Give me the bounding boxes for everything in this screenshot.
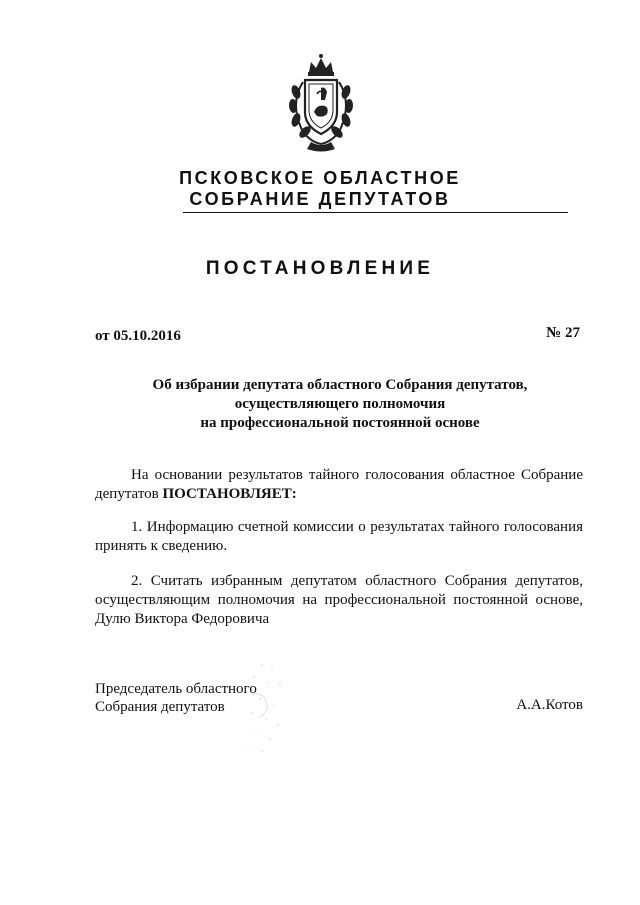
preamble-text: На основании результатов тайного голосования областное Собрание депутатов: [95, 467, 583, 502]
organization-name-line2: СОБРАНИЕ ДЕПУТАТОВ: [189, 189, 451, 209]
header-divider: [183, 212, 568, 213]
pskov-coat-of-arms-icon: [281, 52, 361, 152]
signatory-name: А.А.Котов: [516, 697, 583, 713]
item-1-paragraph: 1. Информацию счетной комиссии о результатах тайного голосования принять к сведению.: [95, 519, 583, 554]
subject-line1: Об избрании депутата областного Собрания депутатов,: [152, 377, 528, 393]
document-type-title: ПОСТАНОВЛЕНИЕ: [205, 258, 435, 279]
signatory-position: [95, 680, 257, 716]
signatory-position-line1: Председатель областного: [95, 681, 257, 697]
document-date: от 05.10.2016: [95, 328, 181, 344]
preamble-paragraph: [95, 466, 583, 504]
resolves-word: ПОСТАНОВЛЯЕТ:: [162, 486, 297, 502]
item-2-paragraph: 2. Считать избранным депутатом областного Собрания депутатов, осуществляющим полномочия на профессиональной постоянной основе, Дулю Виктора Федоровича: [95, 573, 583, 627]
signatory-position-line2: Собрания депутатов: [95, 699, 225, 715]
subject-line3: на профессиональной постоянной основе: [200, 415, 480, 431]
document-subject: [95, 376, 585, 433]
document-number: № 27: [546, 325, 580, 341]
organization-name-line1: ПСКОВСКОЕ ОБЛАСТНОЕ: [179, 168, 461, 188]
subject-line2: осуществляющего полномочия: [234, 396, 446, 412]
